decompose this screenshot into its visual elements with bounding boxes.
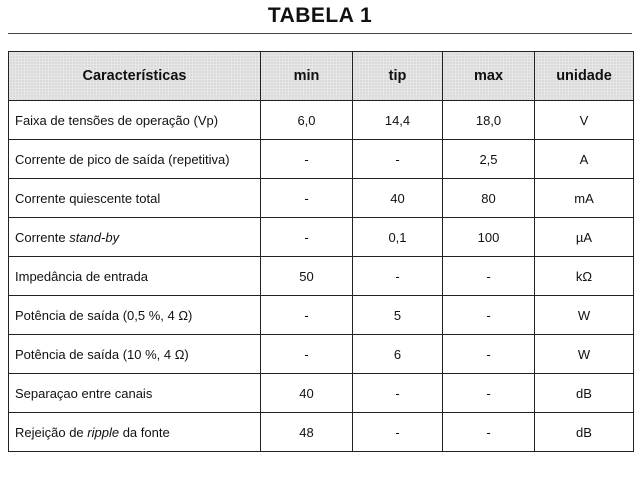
cell-max: -	[443, 374, 535, 413]
cell-min: -	[261, 140, 353, 179]
row-label: Potência de saída (10 %, 4 Ω)	[9, 335, 261, 374]
cell-tip: 40	[353, 179, 443, 218]
cell-tip: -	[353, 413, 443, 452]
row-label: Corrente de pico de saída (repetitiva)	[9, 140, 261, 179]
table-row	[9, 179, 634, 218]
header-caracteristicas: Características	[9, 52, 261, 101]
cell-min: -	[261, 335, 353, 374]
page-title: TABELA 1	[267, 4, 373, 27]
table-row	[9, 374, 634, 413]
cell-tip: 5	[353, 296, 443, 335]
cell-tip: 6	[353, 335, 443, 374]
table-row	[9, 335, 634, 374]
cell-tip: -	[353, 374, 443, 413]
cell-min: 48	[261, 413, 353, 452]
title-divider	[8, 33, 632, 34]
cell-unit: kΩ	[535, 257, 634, 296]
table-row	[9, 101, 634, 140]
cell-unit: W	[535, 296, 634, 335]
cell-min: -	[261, 218, 353, 257]
cell-tip: -	[353, 257, 443, 296]
row-label: Faixa de tensões de operação (Vp)	[9, 101, 261, 140]
header-tip: tip	[353, 52, 443, 101]
row-label: Corrente stand-by	[9, 218, 261, 257]
table-row	[9, 257, 634, 296]
cell-max: -	[443, 296, 535, 335]
cell-max: -	[443, 335, 535, 374]
header-min: min	[261, 52, 353, 101]
header-unidade: unidade	[535, 52, 634, 101]
row-label: Corrente quiescente total	[9, 179, 261, 218]
table-row	[9, 296, 634, 335]
table-row	[9, 140, 634, 179]
cell-unit: µA	[535, 218, 634, 257]
cell-unit: A	[535, 140, 634, 179]
cell-min: 6,0	[261, 101, 353, 140]
cell-unit: V	[535, 101, 634, 140]
cell-max: -	[443, 413, 535, 452]
cell-unit: dB	[535, 374, 634, 413]
row-label: Impedância de entrada	[9, 257, 261, 296]
cell-unit: W	[535, 335, 634, 374]
cell-min: -	[261, 179, 353, 218]
cell-max: 2,5	[443, 140, 535, 179]
cell-max: 18,0	[443, 101, 535, 140]
cell-tip: 14,4	[353, 101, 443, 140]
cell-min: 50	[261, 257, 353, 296]
header-max: max	[443, 52, 535, 101]
cell-tip: -	[353, 140, 443, 179]
cell-max: 80	[443, 179, 535, 218]
table-row	[9, 413, 634, 452]
table-row	[9, 218, 634, 257]
spec-table	[8, 51, 634, 452]
row-label: Rejeição de ripple da fonte	[9, 413, 261, 452]
row-label: Potência de saída (0,5 %, 4 Ω)	[9, 296, 261, 335]
cell-tip: 0,1	[353, 218, 443, 257]
cell-min: 40	[261, 374, 353, 413]
header-row	[9, 52, 634, 101]
row-label: Separaçao entre canais	[9, 374, 261, 413]
cell-min: -	[261, 296, 353, 335]
cell-unit: mA	[535, 179, 634, 218]
cell-unit: dB	[535, 413, 634, 452]
cell-max: 100	[443, 218, 535, 257]
cell-max: -	[443, 257, 535, 296]
